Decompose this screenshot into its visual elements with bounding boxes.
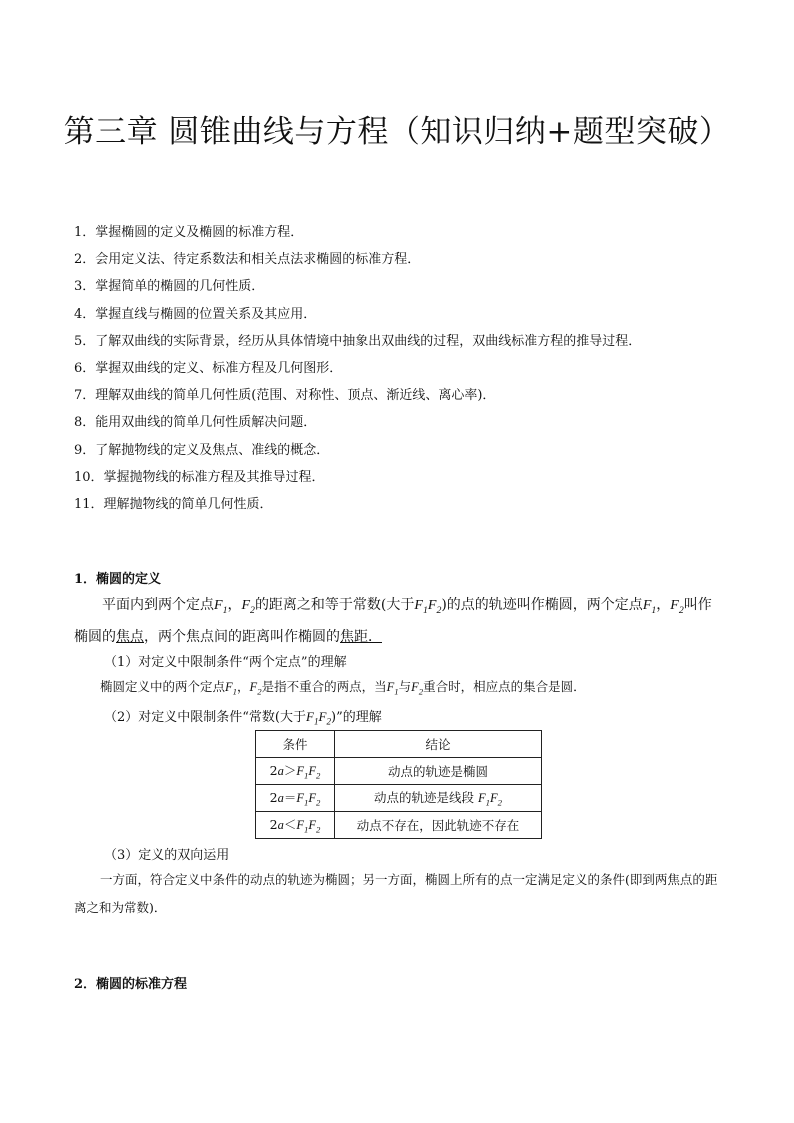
objective-item: 4．掌握直线与椭圆的位置关系及其应用． bbox=[74, 306, 317, 322]
table-cell-result: 动点的轨迹是线段 $F_1F_2$ bbox=[335, 785, 542, 812]
math-f1f2: $F_1F_2$ bbox=[306, 709, 331, 727]
table-header-row bbox=[256, 731, 542, 758]
table-row bbox=[256, 758, 542, 785]
math-f1: $F_1$ bbox=[386, 680, 399, 697]
text-span: ， bbox=[237, 679, 250, 694]
section-heading-ellipse-definition: 1．椭圆的定义 bbox=[74, 572, 162, 587]
definition-paragraph bbox=[74, 592, 724, 650]
table-cell-condition: $2a>F_1F_2$ bbox=[256, 758, 335, 785]
objective-item: 8．能用双曲线的简单几何性质解决问题． bbox=[74, 415, 317, 431]
objective-item: 7．理解双曲线的简单几何性质(范围、对称性、顶点、渐近线、离心率)． bbox=[74, 388, 496, 404]
math-f2: $F_2$ bbox=[670, 598, 684, 616]
text-span: )”的理解 bbox=[331, 710, 382, 725]
page-title: 第三章 圆锥曲线与方程（知识归纳+题型突破） bbox=[63, 114, 731, 150]
bidirectional-paragraph: 一方面，符合定义中条件的动点的轨迹为椭圆；另一方面，椭圆上所有的点一定满足定义的条件(即到两焦点的距离之和为常数)． bbox=[74, 872, 718, 915]
math-f2: $F_2$ bbox=[249, 680, 262, 697]
objective-item: 10．掌握抛物线的标准方程及其推导过程． bbox=[74, 469, 325, 485]
subheading-bidirectional: （3）定义的双向运用 bbox=[104, 848, 230, 863]
objective-item: 3．掌握简单的椭圆的几何性质． bbox=[74, 279, 265, 295]
text-span: )的点的轨迹叫作椭圆，两个定点 bbox=[441, 597, 643, 613]
objective-item: 5．了解双曲线的实际背景，经历从具体情境中抽象出双曲线的过程，双曲线标准方程的推导过程． bbox=[74, 333, 642, 349]
math-f1: $F_1$ bbox=[642, 598, 657, 616]
table-header: 条件 bbox=[256, 731, 335, 758]
objective-item: 9．了解抛物线的定义及焦点、准线的概念． bbox=[74, 442, 330, 458]
note-two-fixed-points bbox=[100, 677, 586, 697]
text-span: 与 bbox=[398, 679, 412, 694]
objective-item: 11．理解抛物线的简单几何性质． bbox=[74, 497, 273, 513]
text-span: 叫作椭圆的 bbox=[74, 597, 712, 645]
term-focal-distance: 焦距． bbox=[340, 628, 382, 645]
subheading-constant bbox=[104, 706, 382, 727]
condition-table bbox=[255, 730, 542, 839]
text-span: 平面内到两个定点 bbox=[102, 597, 214, 613]
table-cell-condition: $2a=F_1F_2$ bbox=[256, 785, 335, 812]
text-span: 重合时，相应点的集合是圆． bbox=[423, 679, 586, 694]
objective-item: 1．掌握椭圆的定义及椭圆的标准方程． bbox=[74, 225, 304, 240]
text-span: ， bbox=[656, 597, 671, 613]
text-span: 的距离之和等于常数(大于 bbox=[254, 597, 415, 613]
math-f1f2: $F_1F_2$ bbox=[414, 598, 442, 616]
objectives-list bbox=[74, 219, 641, 518]
text-span: ，两个焦点间的距离叫作椭圆的 bbox=[144, 628, 340, 645]
term-focus: 焦点 bbox=[116, 628, 144, 645]
table-row bbox=[256, 812, 542, 839]
text-span: ， bbox=[227, 597, 242, 613]
subheading-two-fixed-points: （1）对定义中限制条件“两个定点”的理解 bbox=[104, 655, 347, 670]
objective-item: 6．掌握双曲线的定义、标准方程及几何图形． bbox=[74, 361, 343, 377]
objective-item: 2．会用定义法、待定系数法和相关点法求椭圆的标准方程． bbox=[74, 252, 421, 268]
table-cell-result: 动点的轨迹是椭圆 bbox=[335, 758, 542, 785]
text-span: 椭圆定义中的两个定点 bbox=[100, 679, 226, 694]
math-f2: $F_2$ bbox=[411, 680, 424, 697]
table-cell-result: 动点不存在，因此轨迹不存在 bbox=[335, 812, 542, 839]
text-span: （2）对定义中限制条件“常数(大于 bbox=[104, 710, 306, 725]
table-row bbox=[256, 785, 542, 812]
math-f1: $F_1$ bbox=[225, 680, 238, 697]
table-cell-condition: $2a<F_1F_2$ bbox=[256, 812, 335, 839]
table-header: 结论 bbox=[335, 731, 542, 758]
math-f2: $F_2$ bbox=[241, 598, 255, 616]
math-f1: $F_1$ bbox=[214, 598, 228, 616]
section-heading-standard-equation: 2．椭圆的标准方程 bbox=[74, 977, 188, 992]
text-span: 是指不重合的两点，当 bbox=[261, 679, 387, 694]
